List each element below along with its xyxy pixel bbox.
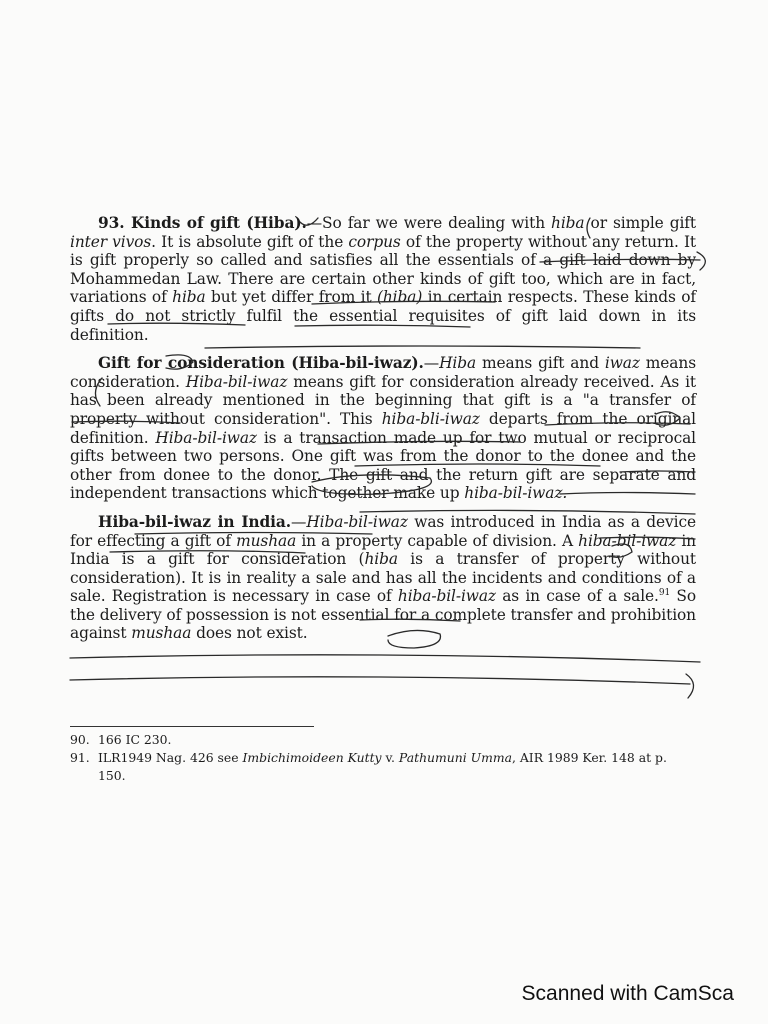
text-run: , AIR 1989 Ker. 148 at p. 150. — [98, 750, 667, 783]
text-run: ILR1949 Nag. 426 see — [98, 750, 243, 765]
text-run: means gift for consideration already received. As it has been already mentioned in the beginning that gift is a "a transfer of property without consideration". This — [70, 372, 697, 428]
italic-term: (hiba) — [376, 288, 423, 307]
italic-term: mushaa — [236, 531, 297, 550]
text-run: v. — [381, 750, 399, 765]
text-run: — — [423, 354, 440, 373]
text-run: as in case of a sale. — [495, 587, 659, 606]
italic-term: Pathumuni Umma — [398, 750, 512, 765]
text-run: — — [291, 512, 307, 531]
pen-underline — [70, 677, 690, 684]
paragraph-hiba-bil-iwaz-in-india — [70, 513, 696, 643]
footnote-number: 91. — [70, 750, 90, 765]
paragraph-body — [70, 354, 696, 502]
paragraph-heading: Gift for consideration (Hiba-bil-iwaz). — [98, 354, 424, 373]
text-run: but yet differ from it — [205, 288, 377, 307]
pen-underline — [70, 655, 700, 662]
italic-term: Hiba-bil-iwaz — [155, 428, 257, 447]
footnote-91 — [70, 749, 690, 785]
paragraph-heading: Hiba-bil-iwaz in India. — [98, 512, 292, 531]
italic-term: hiba-bli-iwaz — [381, 409, 480, 428]
italic-term: hiba — [551, 214, 585, 232]
text-run: or simple gift — [584, 214, 696, 232]
footnote-text — [98, 731, 690, 749]
italic-term: hiba — [364, 550, 398, 569]
text-run: in India is a gift for consideration ( — [70, 531, 696, 569]
text-run: in a property capable of division. A — [296, 531, 579, 550]
footnotes — [70, 731, 690, 785]
text-run: of the property without any return. It is gift properly so called and satisfies all the essentials of a gift laid down by Mohammedan Law. There are certain other kinds of gift too, which are in fact, variations of — [70, 232, 697, 307]
text-run: 166 IC 230. — [98, 732, 172, 747]
footnote-90 — [70, 731, 690, 749]
italic-term: hiba-bil-iwaz — [397, 587, 496, 606]
italic-term: mushaa — [131, 624, 192, 643]
footnote-ref: 91 — [658, 588, 671, 599]
text-run: in certain respects. These kinds of gifts do not strictly fulfil the essential requisites of gift laid down in its definition. — [70, 288, 697, 344]
italic-term: Hiba — [439, 354, 477, 373]
paragraph-body — [70, 513, 696, 643]
italic-term: hiba-bil-iwaz. — [464, 484, 568, 503]
footnote-divider — [70, 726, 314, 727]
text-run: does not exist. — [191, 624, 308, 643]
paragraph-heading: 93. Kinds of gift (Hiba). — [98, 214, 307, 232]
text-run: means consideration. — [70, 354, 696, 391]
text-run: departs from the original definition. — [70, 409, 696, 447]
paragraph-body — [70, 214, 696, 344]
text-run: is a transaction made up for two mutual or reciprocal gifts between two persons. One gift was from the donor to the donee and the other from donee to the donor. The gift and the return gift are separate and independent transactions which together make up — [70, 428, 696, 503]
scanner-watermark: Scanned with CamSca — [521, 982, 734, 1005]
text-run: . It is absolute gift of the — [151, 232, 349, 251]
pen-bracket — [686, 674, 694, 698]
text-run: So the delivery of possession is not essential for a complete transfer and prohibition against — [70, 587, 696, 643]
text-run: is a transfer of property without consideration). It is in reality a sale and has all the incidents and conditions of a sale. Registration is necessary in case of — [70, 550, 696, 606]
text-run: was introduced in India as a device for effecting a gift of — [70, 512, 696, 550]
footnote-text — [98, 749, 690, 785]
italic-term: corpus — [348, 232, 401, 251]
pen-bracket — [697, 252, 705, 270]
italic-term: Imbichimoideen Kutty — [242, 750, 382, 765]
paragraph-kinds-of-gift — [70, 214, 696, 344]
italic-term: Hiba-bil-iwaz — [306, 512, 408, 531]
italic-term: Hiba-bil-iwaz — [185, 372, 288, 391]
italic-term: inter vivos — [70, 232, 152, 251]
text-run: —So far we were dealing with — [306, 214, 552, 232]
footnote-number: 90. — [70, 732, 90, 747]
italic-term: hiba — [172, 288, 206, 307]
italic-term: iwaz — [604, 354, 640, 373]
text-run: means gift and — [476, 354, 605, 373]
italic-term: hiba-bil-iwaz — [578, 531, 677, 550]
paragraph-gift-for-consideration — [70, 354, 696, 503]
body-text — [70, 214, 696, 653]
